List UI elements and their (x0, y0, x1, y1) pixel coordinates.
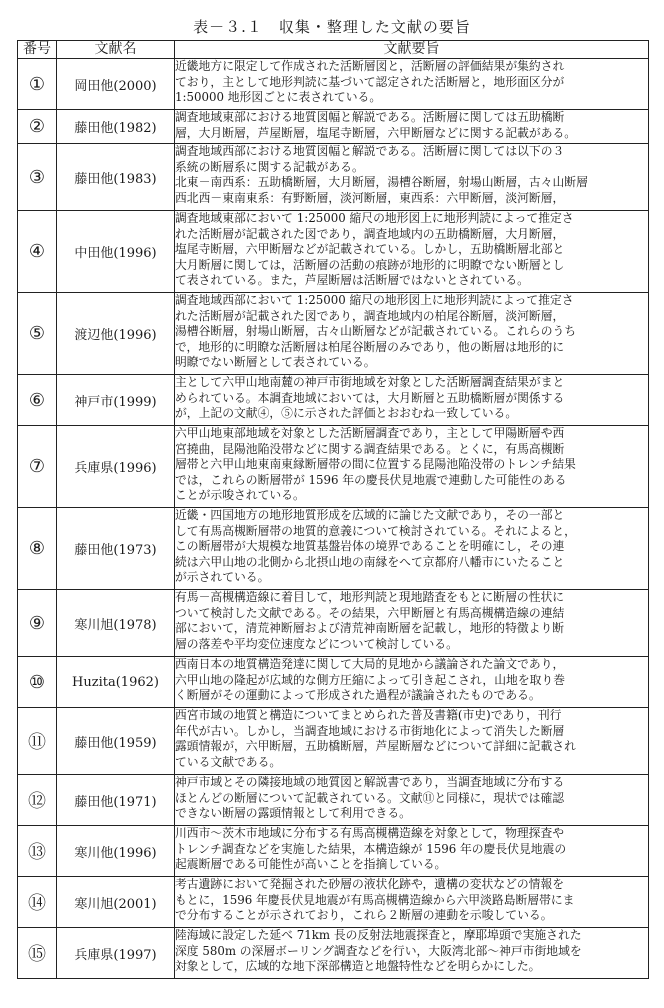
row-reference: 寒川他(1996) (57, 826, 175, 877)
table-row (18, 110, 649, 144)
row-number: ⑥ (18, 375, 57, 426)
row-reference: 中田他(1996) (57, 211, 175, 293)
row-summary-cell (175, 826, 649, 877)
row-summary: 近畿地方に限定して作成された活断層図と，活断層の評価結果が集約され ており，主として地形判読に基づいて認定された活断層と，地形面区分が 1:50000 地形図ごとに表されている。 (175, 59, 565, 105)
row-reference: 兵庫県(1997) (57, 928, 175, 979)
row-summary-cell (175, 590, 649, 657)
page-title: 表－３.１ 収集・整理した文献の要旨 (193, 18, 471, 36)
row-summary: 六甲山地東部地域を対象とした活断層調査であり，主として甲陽断層や西 宮撓曲，昆陽池陥没帯などに関する調査結果である。とくに，有馬高槻断 層帯と六甲山地東南東縁断層帯の間に位置する昆陽池陥没帯のトレンチ結果 では，これらの断層帯が 1596 年の慶長伏見地震で連動した可能性のある ことが示唆されている。 (175, 426, 576, 503)
table-row (18, 877, 649, 928)
row-number: ⑫ (18, 775, 57, 826)
table-row (18, 508, 649, 590)
table-header-row (18, 41, 649, 59)
row-summary: 調査地域西部における地質図幅と解説である。活断層に関しては以下の３ 系統の断層系に関する記載がある。 北東－南西系：五助橋断層，大月断層，湯槽谷断層，射場山断層，古々山断層 西北西－東南東系：有野断層，淡河断層，東西系：六甲断層，淡河断層， (175, 144, 588, 205)
row-summary: 有馬－高槻構造線に着目して，地形判読と現地踏査をもとに断層の性状に ついて検討した文献である。その結果，六甲断層と有馬高槻構造線の連結 部において，清荒神断層および清荒神南断層を記載し，地形的特徴より断 層の落差や平均変位速度などについて検討している。 (175, 590, 565, 651)
row-summary: 調査地域西部において 1:25000 縮尺の地形図上に地形判読によって推定さ れた活断層が記載された図であり，調査地域内の柏尾谷断層，淡河断層， 湯槽谷断層，射場山断層，古々山断層などが記載されている。これらのうち で，地形的に明瞭な活断層は柏尾谷断層のみであり，他の断層は地形的に 明瞭でない断層として表されている。 (175, 293, 577, 370)
row-summary: 西宮市域の地質と構造についてまとめられた普及書籍(市史)であり，刊行 年代が古い。しかし，当調査地域における市街地化によって消失した断層 露頭情報が，六甲断層，五助橋断層，芦屋断層などについて詳細に記載され ている文献である。 (175, 708, 576, 769)
row-reference: 岡田他(2000) (57, 59, 175, 110)
row-summary-cell (175, 59, 649, 110)
table-row (18, 657, 649, 708)
row-number: ⑨ (18, 590, 57, 657)
row-summary-cell (175, 708, 649, 775)
row-number: ⑭ (18, 877, 57, 928)
row-summary: 考古遺跡において発掘された砂層の液状化跡や，遺構の変状などの情報を もとに，1596 年慶長伏見地震が有馬高槻構造線から六甲淡路島断層帯にま で分布することが示されており，これら２断層の連動を示唆している。 (175, 877, 575, 923)
table-row (18, 708, 649, 775)
row-number: ⑧ (18, 508, 57, 590)
literature-summary-table (17, 40, 649, 979)
table-row (18, 144, 649, 211)
table-row (18, 293, 649, 375)
header-summary: 文献要旨 (175, 41, 649, 59)
row-reference: 藤田他(1959) (57, 708, 175, 775)
row-summary: 神戸市域とその隣接地域の地質図と解説書であり，当調査地域に分布する ほとんどの断層について記載されている。文献⑪と同様に，現状では確認 できない断層の露頭情報として利用できる。 (175, 775, 565, 821)
row-summary-cell (175, 293, 649, 375)
header-reference: 文献名 (57, 41, 175, 59)
table-row (18, 775, 649, 826)
row-number: ③ (18, 144, 57, 211)
table-row (18, 826, 649, 877)
row-summary: 調査地域東部における地質図幅と解説である。活断層に関しては五助橋断 層，大月断層，芦屋断層，塩尾寺断層，六甲断層などに関する記載がある。 (175, 110, 577, 140)
row-summary-cell (175, 375, 649, 426)
row-number: ⑤ (18, 293, 57, 375)
row-summary: 近畿・四国地方の地形地質形成を広域的に論じた文献であり，その一部と して有馬高槻断層帯の地質的意義について検討されている。それによると， この断層帯が大規模な地質基盤岩体の境界であることを明確にし，その連 続は六甲山地の北側から北摂山地の南縁をへて京都府八幡市にいたること が示されている。 (175, 508, 576, 585)
row-reference: 藤田他(1973) (57, 508, 175, 590)
row-number: ② (18, 110, 57, 144)
row-summary: 陸海域に設定した延べ 71km 長の反射法地震探査と，摩耶埠頭で実施された 深度 580m の深層ボーリング調査などを行い，大阪湾北部～神戸市街地域を 対象として，広域的な地下深部構造と地盤特性などを明らかにした。 (175, 928, 582, 974)
row-summary-cell (175, 426, 649, 508)
row-summary: 川西市～茨木市地域に分布する有馬高槻構造線を対象として，物理探査や トレンチ調査などを実施した結果，本構造線が 1596 年の慶長伏見地震の 起震断層である可能性が高いことを指摘している。 (175, 826, 567, 872)
table-row (18, 426, 649, 508)
row-reference: 渡辺他(1996) (57, 293, 175, 375)
row-summary-cell (175, 928, 649, 979)
header-number: 番号 (18, 41, 57, 59)
row-number: ⑦ (18, 426, 57, 508)
row-reference: 寒川旭(1978) (57, 590, 175, 657)
row-summary-cell (175, 775, 649, 826)
table-row (18, 375, 649, 426)
row-reference: 神戸市(1999) (57, 375, 175, 426)
row-number: ④ (18, 211, 57, 293)
row-summary-cell (175, 211, 649, 293)
row-reference: 藤田他(1983) (57, 144, 175, 211)
row-number: ⑮ (18, 928, 57, 979)
row-reference: 藤田他(1982) (57, 110, 175, 144)
row-summary-cell (175, 508, 649, 590)
row-reference: 兵庫県(1996) (57, 426, 175, 508)
table-row (18, 211, 649, 293)
table-row (18, 590, 649, 657)
row-reference: Huzita(1962) (57, 657, 175, 708)
row-reference: 藤田他(1971) (57, 775, 175, 826)
row-number: ⑩ (18, 657, 57, 708)
row-summary: 西南日本の地質構造発達に関して大局的見地から議論された論文であり， 六甲山地の隆起が広域的な側方圧縮によって引き起こされ，山地を取り巻 く断層がその運動によって形成された過程が議論されたものである。 (175, 657, 566, 703)
row-reference: 寒川旭(2001) (57, 877, 175, 928)
row-summary: 主として六甲山地南麓の神戸市街地域を対象とした活断層調査結果がまと められている。本調査地域においては，大月断層と五助橋断層が関係する が，上記の文献④，⑤に示された評価とおおむね一致している。 (175, 375, 565, 421)
table-row (18, 928, 649, 979)
table-row (18, 59, 649, 110)
row-summary-cell (175, 144, 649, 211)
row-summary-cell (175, 657, 649, 708)
row-number: ⑪ (18, 708, 57, 775)
row-summary: 調査地域東部において 1:25000 縮尺の地形図上に地形判読によって推定さ れた活断層が記載された図であり，調査地域内の五助橋断層，大月断層， 塩尾寺断層，六甲断層などが記載されている。しかし，五助橋断層北部と 大月断層に関しては，活断層の活動の痕跡が地形的に明瞭でない断層とし て表されている。また，芦屋断層は活断層ではないとされている。 (175, 211, 574, 288)
row-number: ⑬ (18, 826, 57, 877)
row-summary-cell (175, 110, 649, 144)
row-number: ① (18, 59, 57, 110)
row-summary-cell (175, 877, 649, 928)
